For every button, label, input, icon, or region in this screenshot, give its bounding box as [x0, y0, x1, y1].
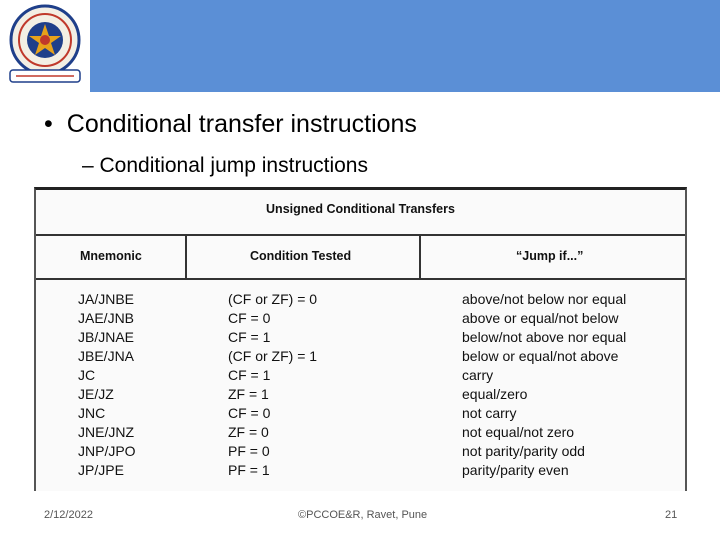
mnemonic-cell: JA/JNBE — [78, 291, 135, 307]
mnemonic-cell: JNC — [78, 405, 106, 421]
column-header-condition: Condition Tested — [250, 249, 352, 263]
table-rule-top — [36, 234, 685, 236]
bullet-text: Conditional transfer instructions — [66, 110, 417, 138]
mnemonic-cell: JNP/JPO — [78, 443, 136, 459]
jump-if-cell: above or equal/not below — [462, 310, 619, 326]
condition-cell: ZF = 0 — [228, 424, 269, 440]
college-seal-icon — [2, 2, 88, 88]
jump-if-cell: parity/parity even — [462, 462, 569, 478]
condition-cell: PF = 0 — [228, 443, 270, 459]
jump-if-cell: equal/zero — [462, 386, 528, 402]
table-title: Unsigned Conditional Transfers — [266, 202, 455, 216]
mnemonic-cell: JE/JZ — [78, 386, 114, 402]
conditional-transfers-table — [34, 187, 687, 491]
column-header-mnemonic: Mnemonic — [80, 249, 142, 263]
mnemonic-cell: JNE/JNZ — [78, 424, 134, 440]
condition-cell: CF = 0 — [228, 310, 271, 326]
bullet-item — [44, 110, 417, 139]
footer-date: 2/12/2022 — [44, 509, 93, 521]
jump-if-column — [462, 290, 626, 480]
jump-if-cell: below/not above nor equal — [462, 329, 627, 345]
bullet-dot: • — [44, 110, 53, 138]
condition-cell: (CF or ZF) = 0 — [228, 291, 318, 307]
table-rule-header — [36, 278, 685, 280]
mnemonic-cell: JB/JNAE — [78, 329, 135, 345]
mnemonic-cell: JBE/JNA — [78, 348, 135, 364]
condition-column — [228, 290, 317, 480]
condition-cell: ZF = 1 — [228, 386, 269, 402]
jump-if-cell: not equal/not zero — [462, 424, 575, 440]
footer-credit: ©PCCOE&R, Ravet, Pune — [298, 509, 428, 521]
jump-if-cell: not carry — [462, 405, 517, 421]
header-bar — [90, 0, 720, 92]
mnemonic-column — [78, 290, 136, 480]
column-header-jump-if: “Jump if...” — [516, 249, 584, 263]
condition-cell: CF = 1 — [228, 329, 271, 345]
table-divider-1 — [185, 234, 187, 280]
mnemonic-cell: JC — [78, 367, 96, 383]
condition-cell: PF = 1 — [228, 462, 270, 478]
condition-cell: CF = 1 — [228, 367, 271, 383]
jump-if-cell: not parity/parity odd — [462, 443, 585, 459]
slide-number: 21 — [665, 509, 678, 521]
mnemonic-cell: JP/JPE — [78, 462, 124, 478]
jump-if-cell: carry — [462, 367, 494, 383]
jump-if-cell: above/not below nor equal — [462, 291, 627, 307]
condition-cell: (CF or ZF) = 1 — [228, 348, 318, 364]
mnemonic-cell: JAE/JNB — [78, 310, 135, 326]
condition-cell: CF = 0 — [228, 405, 271, 421]
sub-bullet-text: – Conditional jump instructions — [82, 154, 368, 177]
jump-if-cell: below or equal/not above — [462, 348, 619, 364]
table-divider-2 — [419, 234, 421, 280]
